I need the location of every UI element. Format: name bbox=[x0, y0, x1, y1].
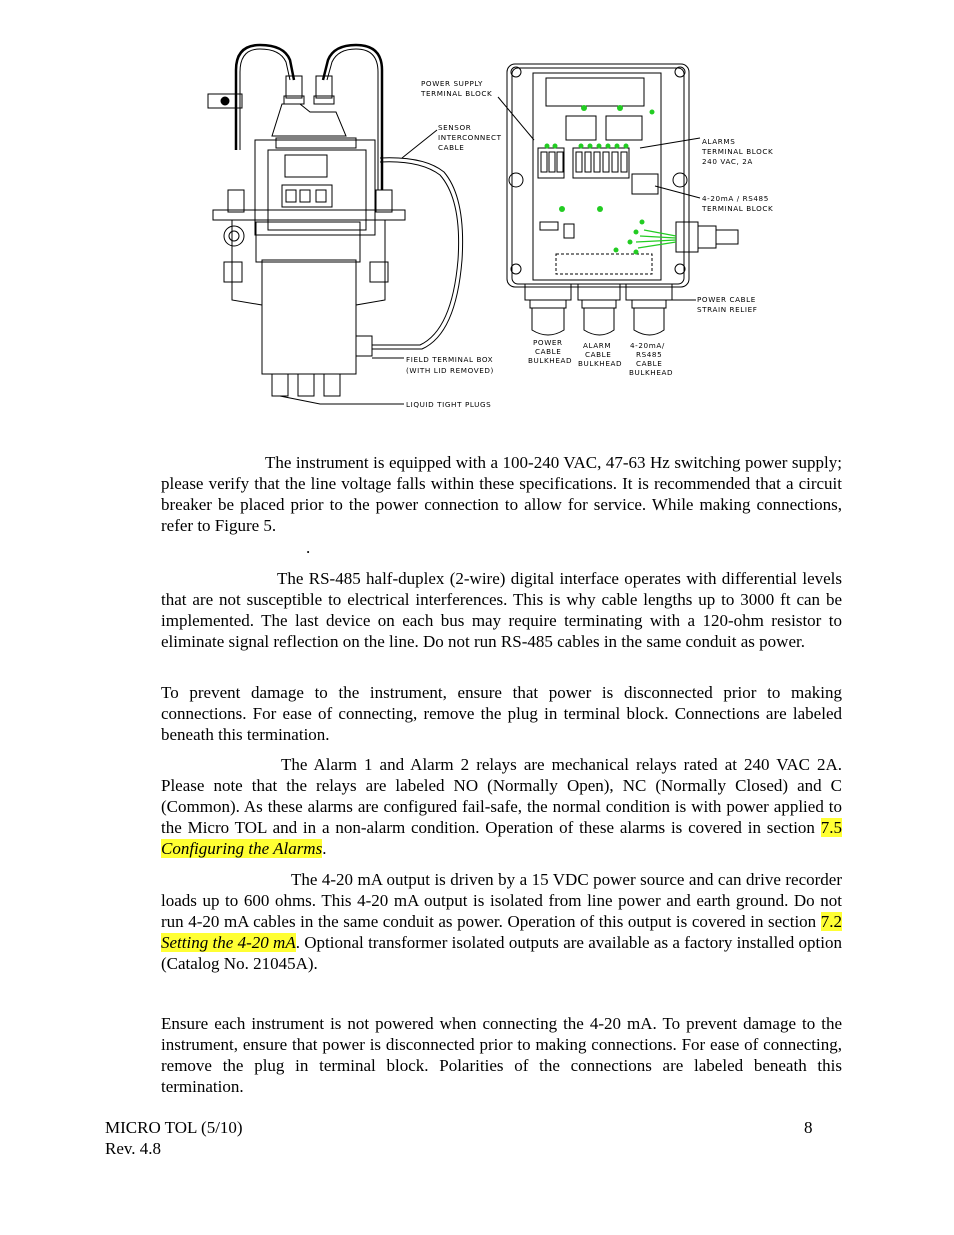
svg-text:INTERCONNECT: INTERCONNECT bbox=[438, 133, 502, 142]
svg-text:TERMINAL BLOCK: TERMINAL BLOCK bbox=[421, 89, 493, 98]
label-strain-relief: POWER CABLE bbox=[697, 295, 756, 304]
rs485-paragraph: The RS-485 half-duplex (2-wire) digital interface operates with differential levels that are not susceptible to electrical interferences. This is why cable lengths up to 3000 ft can be implemented. The last device on each bus may require terminating with a 120-ohm resistor to eliminate signal reflection on the line. Do not run RS-485 cables in the same conduit as power. bbox=[161, 569, 842, 651]
svg-text:RS485: RS485 bbox=[636, 350, 663, 359]
label-ma-block: 4-20mA / RS485 bbox=[702, 194, 769, 203]
label-ma-bulkhead: 4-20mA/ bbox=[630, 341, 665, 350]
label-alarm-bulkhead: ALARM bbox=[583, 341, 612, 350]
rs485-connection-paragraph: To prevent damage to the instrument, ensure that power is disconnected prior to making connections. For ease of connecting, remove the plug in terminal block. Connections are labeled beneath this termination. bbox=[161, 683, 842, 744]
keypad bbox=[282, 185, 332, 207]
stray-dot: . bbox=[306, 538, 311, 557]
wiring-figure bbox=[200, 40, 800, 420]
svg-text:STRAIN RELIEF: STRAIN RELIEF bbox=[697, 305, 758, 314]
right-tube bbox=[323, 45, 382, 190]
svg-text:CABLE: CABLE bbox=[636, 359, 663, 368]
footer-revision: Rev. 4.8 bbox=[105, 1139, 162, 1158]
svg-text:240 VAC, 2A: 240 VAC, 2A bbox=[702, 157, 753, 166]
svg-text:CABLE: CABLE bbox=[535, 347, 562, 356]
label-alarms-block: ALARMS bbox=[702, 137, 736, 146]
instrument-body bbox=[255, 140, 375, 235]
label-power-supply: POWER SUPPLY bbox=[421, 79, 484, 88]
page-number: 8 bbox=[804, 1118, 813, 1137]
label-plugs: LIQUID TIGHT PLUGS bbox=[406, 400, 492, 409]
svg-text:BULKHEAD: BULKHEAD bbox=[528, 356, 573, 365]
svg-text:CABLE: CABLE bbox=[438, 143, 465, 152]
circuit-display bbox=[546, 78, 644, 106]
svg-text:BULKHEAD: BULKHEAD bbox=[578, 359, 623, 368]
label-sensor-cable: SENSOR bbox=[438, 123, 472, 132]
strain-relief bbox=[676, 222, 698, 252]
link-setting-4-20-ma[interactable]: 7.2 Setting the 4-20 mA bbox=[161, 912, 842, 952]
svg-text:BULKHEAD: BULKHEAD bbox=[629, 368, 674, 377]
power-paragraph: The instrument is equipped with a 100-240 VAC, 47-63 Hz switching power supply; please verify that the line voltage falls within these specifications. It is recommended that a circuit breaker be placed prior to the power connection to allow for service. While making connections, refer to Figure 5. bbox=[161, 453, 842, 535]
label-power-bulkhead: POWER bbox=[533, 338, 563, 347]
ma-paragraph: The 4-20 mA output is driven by a 15 VDC power source and can drive recorder loads up to 600 ohms. This 4-20 mA output is isolated from line power and earth ground. Do not run 4-20 mA cables in the same conduit as power. Operation of this output is covered in section 7.2 Setting the 4-20 mA. Optional transformer isolated outputs are available as a factory installed option (Catalog No. 21045A). bbox=[161, 870, 843, 973]
svg-text:TERMINAL BLOCK: TERMINAL BLOCK bbox=[702, 147, 774, 156]
svg-text:(WITH LID REMOVED): (WITH LID REMOVED) bbox=[406, 366, 494, 375]
footer-doc-title: MICRO TOL (5/10) bbox=[105, 1118, 243, 1137]
liquid-tight-plug bbox=[272, 374, 288, 396]
svg-text:CABLE: CABLE bbox=[585, 350, 612, 359]
lcd-display bbox=[285, 155, 327, 177]
link-configuring-alarms[interactable]: 7.5 Configuring the Alarms bbox=[161, 818, 842, 858]
field-terminal-box bbox=[262, 262, 356, 374]
ma-terminal-block bbox=[632, 174, 658, 194]
label-field-box: FIELD TERMINAL BOX bbox=[406, 355, 494, 364]
svg-text:TERMINAL BLOCK: TERMINAL BLOCK bbox=[702, 204, 774, 213]
ma-connection-paragraph: Ensure each instrument is not powered when connecting the 4-20 mA. To prevent damage to the instrument, ensure that power is disconnected prior to making connections. For ease of connecting, remove the plug in terminal block. Polarities of the connections are labeled beneath this termination. bbox=[161, 1014, 842, 1096]
alarm-paragraph: The Alarm 1 and Alarm 2 relays are mechanical relays rated at 240 VAC 2A. Please note that the relays are labeled NO (Normally Open), NC (Normally Closed) and C (Common). As these alarms are configured fail-safe, the normal condition is with power applied to the Micro TOL and in a non-alarm condition. Operation of these alarms is covered in section 7.5 Configuring the Alarms. bbox=[161, 755, 842, 858]
